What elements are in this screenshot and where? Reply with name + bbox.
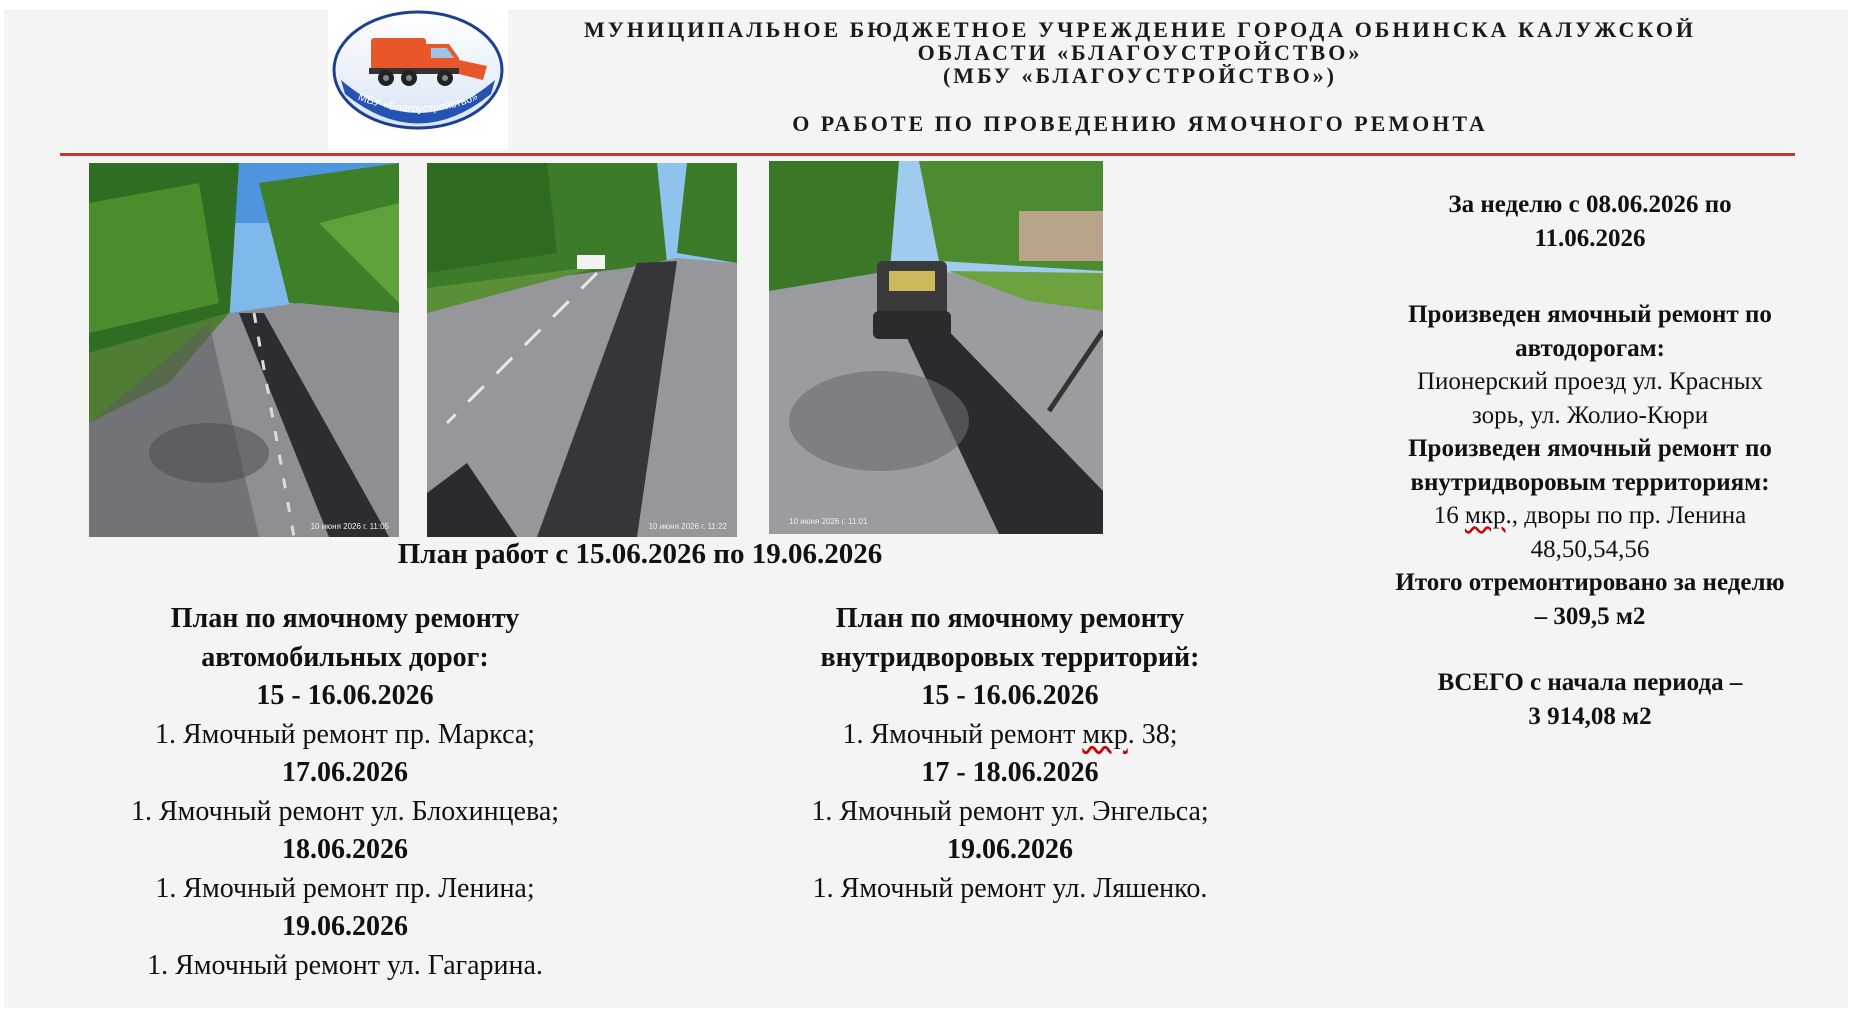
yards-plan-heading-2: внутридворовых территорий: — [820, 641, 1200, 673]
yards-plan-heading-1: План по ямочному ремонту — [835, 603, 1185, 634]
grand-total-line-1: ВСЕГО с начала периода – — [1437, 669, 1743, 696]
header-divider — [60, 153, 1795, 156]
roads-plan-column — [60, 600, 630, 985]
svg-text:МБУ «Благоустройство» — [356, 92, 479, 115]
week-period-line-1: За неделю с 08.06.2026 по — [1448, 191, 1732, 218]
photo-road-3 — [769, 161, 1103, 534]
roads-done-heading-1: Произведен ямочный ремонт по — [1408, 301, 1772, 328]
yards-done-heading-1: Произведен ямочный ремонт по — [1408, 435, 1772, 462]
photo-1-timestamp: 10 июня 2026 г. 11:05 — [310, 522, 389, 531]
roads-plan-date: 17.06.2026 — [282, 757, 408, 788]
org-line-3: (МБУ «БЛАГОУСТРОЙСТВО») — [942, 63, 1338, 88]
org-line-1: МУНИЦИПАЛЬНОЕ БЮДЖЕТНОЕ УЧРЕЖДЕНИЕ ГОРОДА ОБНИНСКА КАЛУЖСКОЙ — [583, 17, 1697, 42]
logo-text: МБУ «Благоустройство» — [356, 92, 480, 116]
photo-3-timestamp: 10 июня 2026 г. 11:01 — [789, 517, 868, 526]
yards-plan-date: 17 - 18.06.2026 — [921, 757, 1099, 788]
logo-text-arc — [338, 92, 498, 122]
yards-plan-item: 1. Ямочный ремонт ул. Ляшенко. — [812, 872, 1208, 904]
roads-plan-heading-2: автомобильных дорог: — [201, 641, 489, 673]
roads-plan-item: 1. Ямочный ремонт ул. Блохинцева; — [130, 795, 560, 827]
yards-plan-date: 15 - 16.06.2026 — [921, 680, 1099, 711]
page-subtitle: О РАБОТЕ ПО ПРОВЕДЕНИЮ ЯМОЧНОГО РЕМОНТА — [792, 111, 1488, 136]
yards-done-text-1: 16 мкр., дворы по пр. Ленина — [1433, 502, 1747, 529]
yards-plan-item: 1. Ямочный ремонт ул. Энгельса; — [811, 795, 1209, 827]
week-total-line-2: – 309,5 м2 — [1534, 602, 1646, 630]
roads-done-heading-2: автодорогам: — [1515, 334, 1665, 362]
weekly-summary — [1355, 188, 1825, 733]
week-total-line-1: Итого отремонтировано за неделю — [1395, 569, 1785, 596]
roads-plan-date: 19.06.2026 — [282, 911, 408, 942]
week-period-line-2: 11.06.2026 — [1534, 224, 1646, 252]
photo-road-2 — [427, 163, 737, 537]
roads-plan-heading-1: План по ямочному ремонту — [170, 603, 520, 634]
roads-plan-item: 1. Ямочный ремонт пр. Ленина; — [155, 872, 535, 904]
roads-plan-item: 1. Ямочный ремонт ул. Гагарина. — [147, 949, 543, 981]
roads-done-text-2: зорь, ул. Жолио-Кюри — [1471, 401, 1709, 429]
roads-done-text-1: Пионерский проезд ул. Красных — [1416, 368, 1764, 395]
organization-name — [520, 18, 1760, 87]
roads-plan-date: 15 - 16.06.2026 — [256, 680, 434, 711]
yards-done-text-2: 48,50,54,56 — [1530, 535, 1650, 563]
plan-title: План работ с 15.06.2026 по 19.06.2026 — [397, 538, 883, 570]
grand-total-line-2: 3 914,08 м2 — [1528, 702, 1652, 730]
org-line-2: ОБЛАСТИ «БЛАГОУСТРОЙСТВО» — [917, 40, 1363, 65]
roads-plan-item: 1. Ямочный ремонт пр. Маркса; — [154, 718, 536, 750]
yards-plan-column — [730, 600, 1290, 908]
photo-2-timestamp: 10 июня 2026 г. 11:22 — [648, 522, 727, 531]
roads-plan-date: 18.06.2026 — [282, 834, 408, 865]
yards-plan-item: 1. Ямочный ремонт мкр. 38; — [842, 718, 1178, 750]
yards-done-heading-2: внутридворовым территориям: — [1410, 468, 1770, 496]
yards-plan-date: 19.06.2026 — [947, 834, 1073, 865]
photo-road-1 — [89, 163, 399, 537]
